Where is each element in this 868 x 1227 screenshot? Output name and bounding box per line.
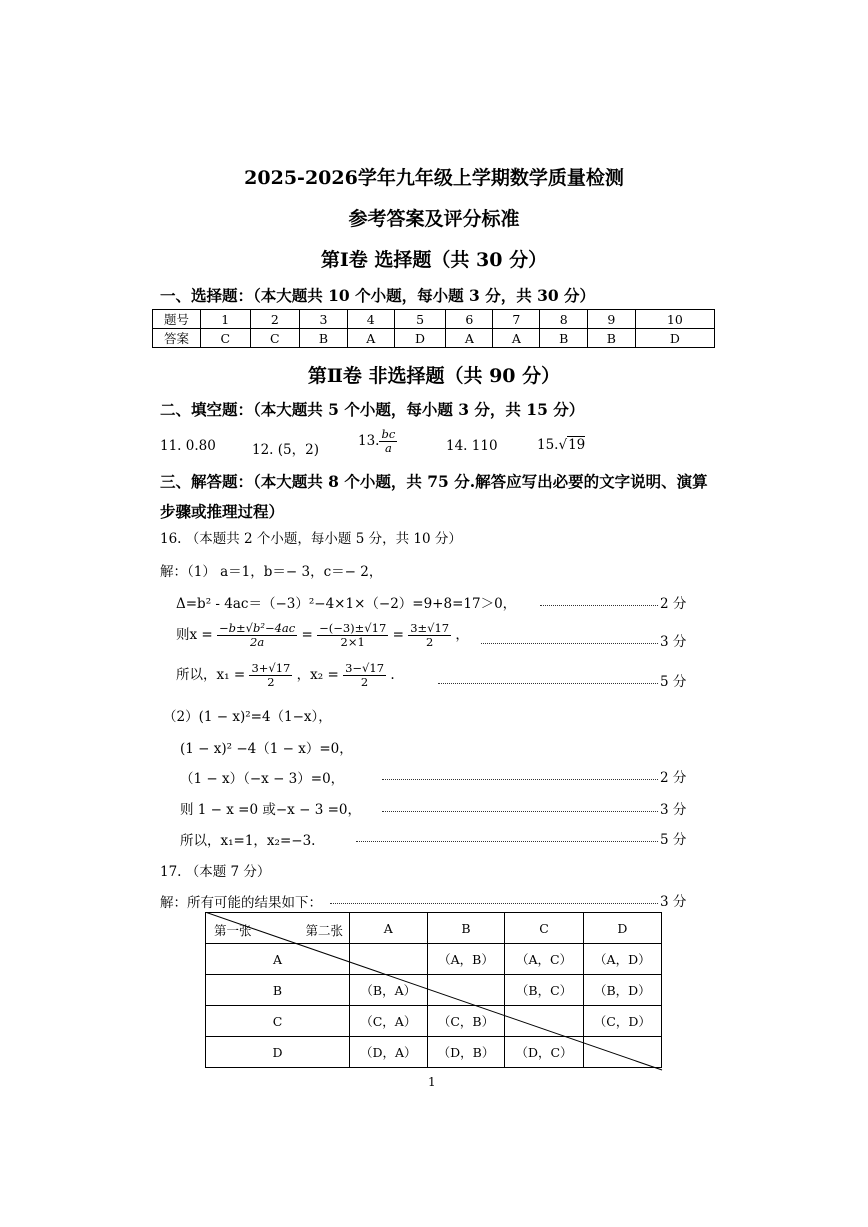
- sqrt-radicand: 19: [568, 437, 586, 453]
- question-number: 5: [394, 310, 446, 329]
- outcome-cell: （D，A）: [350, 1037, 428, 1068]
- equals-sign: =: [392, 627, 404, 644]
- q16-line9: 所以，x₁=1，x₂=−3.: [180, 833, 316, 849]
- outcome-cell: （A，D）: [583, 944, 661, 975]
- answer-cell: C: [250, 329, 300, 348]
- section3-heading-line1: 三、解答题：（本大题共 8 个小题，共 75 分.解答应写出必要的文字说明、演算: [160, 472, 708, 491]
- score-leader-dots: [540, 605, 658, 606]
- section1-heading: 一、选择题：（本大题共 10 个小题，每小题 3 分，共 30 分）: [160, 286, 596, 305]
- fraction-denominator: 2: [360, 675, 369, 690]
- part1-title: 第Ⅰ卷 选择题（共 30 分）: [320, 249, 548, 271]
- score-label: 2 分: [660, 770, 687, 786]
- q16-line4: [176, 662, 395, 689]
- question-number: 3: [300, 310, 348, 329]
- question-number: 2: [250, 310, 300, 329]
- column-header: C: [505, 913, 583, 944]
- part2-title: 第Ⅱ卷 非选择题（共 90 分）: [307, 365, 561, 387]
- score-leader-dots: [382, 779, 658, 780]
- score-label: 3 分: [660, 634, 687, 650]
- sqrt-symbol: √: [558, 437, 568, 453]
- q16-line7: （1 − x）（−x − 3）=0，: [180, 771, 345, 787]
- answer-table-answer-row: [153, 329, 715, 348]
- outcome-cell: （B，A）: [350, 975, 428, 1006]
- q16-line2: Δ=b² - 4ac＝（−3）²−4×1×（−2）=9+8=17＞0，: [176, 596, 517, 612]
- fill-answer-13: [358, 428, 397, 455]
- question-number: 4: [347, 310, 394, 329]
- answer-cell: A: [347, 329, 394, 348]
- answer-cell: B: [540, 329, 588, 348]
- table-diagonal-line: [205, 912, 663, 1071]
- score-label: 2 分: [660, 596, 687, 612]
- fraction-numerator: 3±√17: [410, 621, 450, 635]
- document-subtitle: 参考答案及评分标准: [348, 208, 520, 230]
- answer-cell: B: [588, 329, 636, 348]
- q16-line1: 解：（1） a＝1，b＝− 3，c＝− 2，: [160, 564, 383, 580]
- row-label-question: 题号: [153, 310, 201, 329]
- equals-sign: =: [301, 627, 313, 644]
- outcome-cell: （B，D）: [583, 975, 661, 1006]
- fraction-denominator: 2×1: [340, 635, 365, 650]
- document-title: 2025-2026学年九年级上学期数学质量检测: [244, 167, 624, 189]
- fraction-numerator: 3+√17: [251, 661, 291, 675]
- outcome-cell: （D，B）: [427, 1037, 505, 1068]
- root1-fraction: [249, 662, 292, 689]
- column-header: D: [583, 913, 661, 944]
- solution-separator: ，x₂ =: [296, 667, 339, 684]
- line-punctuation: .: [390, 667, 395, 684]
- line-punctuation: ，: [455, 627, 469, 644]
- substituted-fraction: [317, 622, 388, 649]
- q16-line3: [176, 622, 469, 649]
- fraction-denominator: 2a: [250, 635, 265, 650]
- fill-answer-15: [537, 437, 585, 453]
- fill-answer-14: 14. 110: [446, 438, 498, 454]
- outcome-cell: （A，C）: [505, 944, 583, 975]
- fill-answer-15-prefix: 15.: [537, 437, 559, 453]
- question-number: 9: [588, 310, 636, 329]
- score-label: 3 分: [660, 802, 687, 818]
- score-leader-dots: [330, 903, 658, 904]
- row-label-answer: 答案: [153, 329, 201, 348]
- page-number: 1: [428, 1075, 436, 1089]
- fraction-numerator: −b±√b²−4ac: [219, 621, 296, 635]
- q16-header: 16. （本题共 2 个小题，每小题 5 分，共 10 分）: [160, 531, 462, 547]
- row-header: A: [206, 944, 350, 975]
- fraction-numerator: 3−√17: [345, 661, 385, 675]
- score-leader-dots: [382, 811, 658, 812]
- fraction-numerator: −(−3)±√17: [319, 621, 387, 635]
- q16-line6: (1 − x)² −4（1 − x）=0，: [180, 741, 353, 757]
- outcome-cell: （D，C）: [505, 1037, 583, 1068]
- q16-line8: 则 1 − x =0 或−x − 3 =0，: [180, 802, 361, 818]
- question-number: 6: [446, 310, 493, 329]
- answer-table: [152, 309, 715, 348]
- question-number: 8: [540, 310, 588, 329]
- outcome-cell: （C，B）: [427, 1006, 505, 1037]
- score-label: 3 分: [660, 894, 687, 910]
- answer-table-number-row: [153, 310, 715, 329]
- solution-prefix: 所以，x₁ =: [176, 667, 246, 684]
- section2-heading: 二、填空题：（本大题共 5 个小题，每小题 3 分，共 15 分）: [160, 400, 585, 419]
- fraction-denominator: 2: [267, 675, 275, 690]
- formula-prefix: 则x =: [176, 627, 213, 644]
- outcome-cell: （A，B）: [427, 944, 505, 975]
- fraction-denominator: 2: [425, 635, 434, 650]
- score-label: 5 分: [660, 832, 687, 848]
- answer-cell: B: [300, 329, 348, 348]
- quadratic-formula-fraction: [217, 622, 297, 649]
- score-leader-dots: [356, 841, 658, 842]
- answer-cell: D: [635, 329, 714, 348]
- fill-answer-11: 11. 0.80: [160, 438, 216, 454]
- fraction-denominator: a: [384, 441, 392, 456]
- result-fraction: [408, 622, 451, 649]
- fill-answer-12: 12. (5，2): [252, 442, 319, 458]
- row-header: D: [206, 1037, 350, 1068]
- fill-answer-13-prefix: 13.: [358, 433, 380, 450]
- answer-cell: C: [201, 329, 251, 348]
- score-label: 5 分: [660, 674, 687, 690]
- score-leader-dots: [481, 643, 658, 644]
- q16-line5: （2）(1 − x)²=4（1−x），: [163, 709, 332, 725]
- answer-cell: D: [394, 329, 446, 348]
- answer-cell: A: [493, 329, 540, 348]
- q17-line1: 解：所有可能的结果如下：: [160, 895, 322, 911]
- outcome-cell: （C，A）: [350, 1006, 428, 1037]
- column-header: A: [350, 913, 428, 944]
- outcome-cell: （C，D）: [583, 1006, 661, 1037]
- question-number: 10: [635, 310, 714, 329]
- root2-fraction: [343, 662, 386, 689]
- question-number: 7: [493, 310, 540, 329]
- score-leader-dots: [438, 683, 658, 684]
- column-header: B: [427, 913, 505, 944]
- corner-label-second: 第二张: [305, 923, 343, 938]
- row-header: C: [206, 1006, 350, 1037]
- fraction-numerator: bc: [381, 427, 396, 441]
- corner-label-first: 第一张: [214, 923, 252, 938]
- fill-answer-13-fraction: [379, 428, 397, 455]
- q17-header: 17. （本题 7 分）: [160, 864, 271, 880]
- section3-heading-line2: 步骤或推理过程）: [160, 502, 285, 521]
- answer-cell: A: [446, 329, 493, 348]
- row-header: B: [206, 975, 350, 1006]
- outcome-cell: （B，C）: [505, 975, 583, 1006]
- question-number: 1: [201, 310, 251, 329]
